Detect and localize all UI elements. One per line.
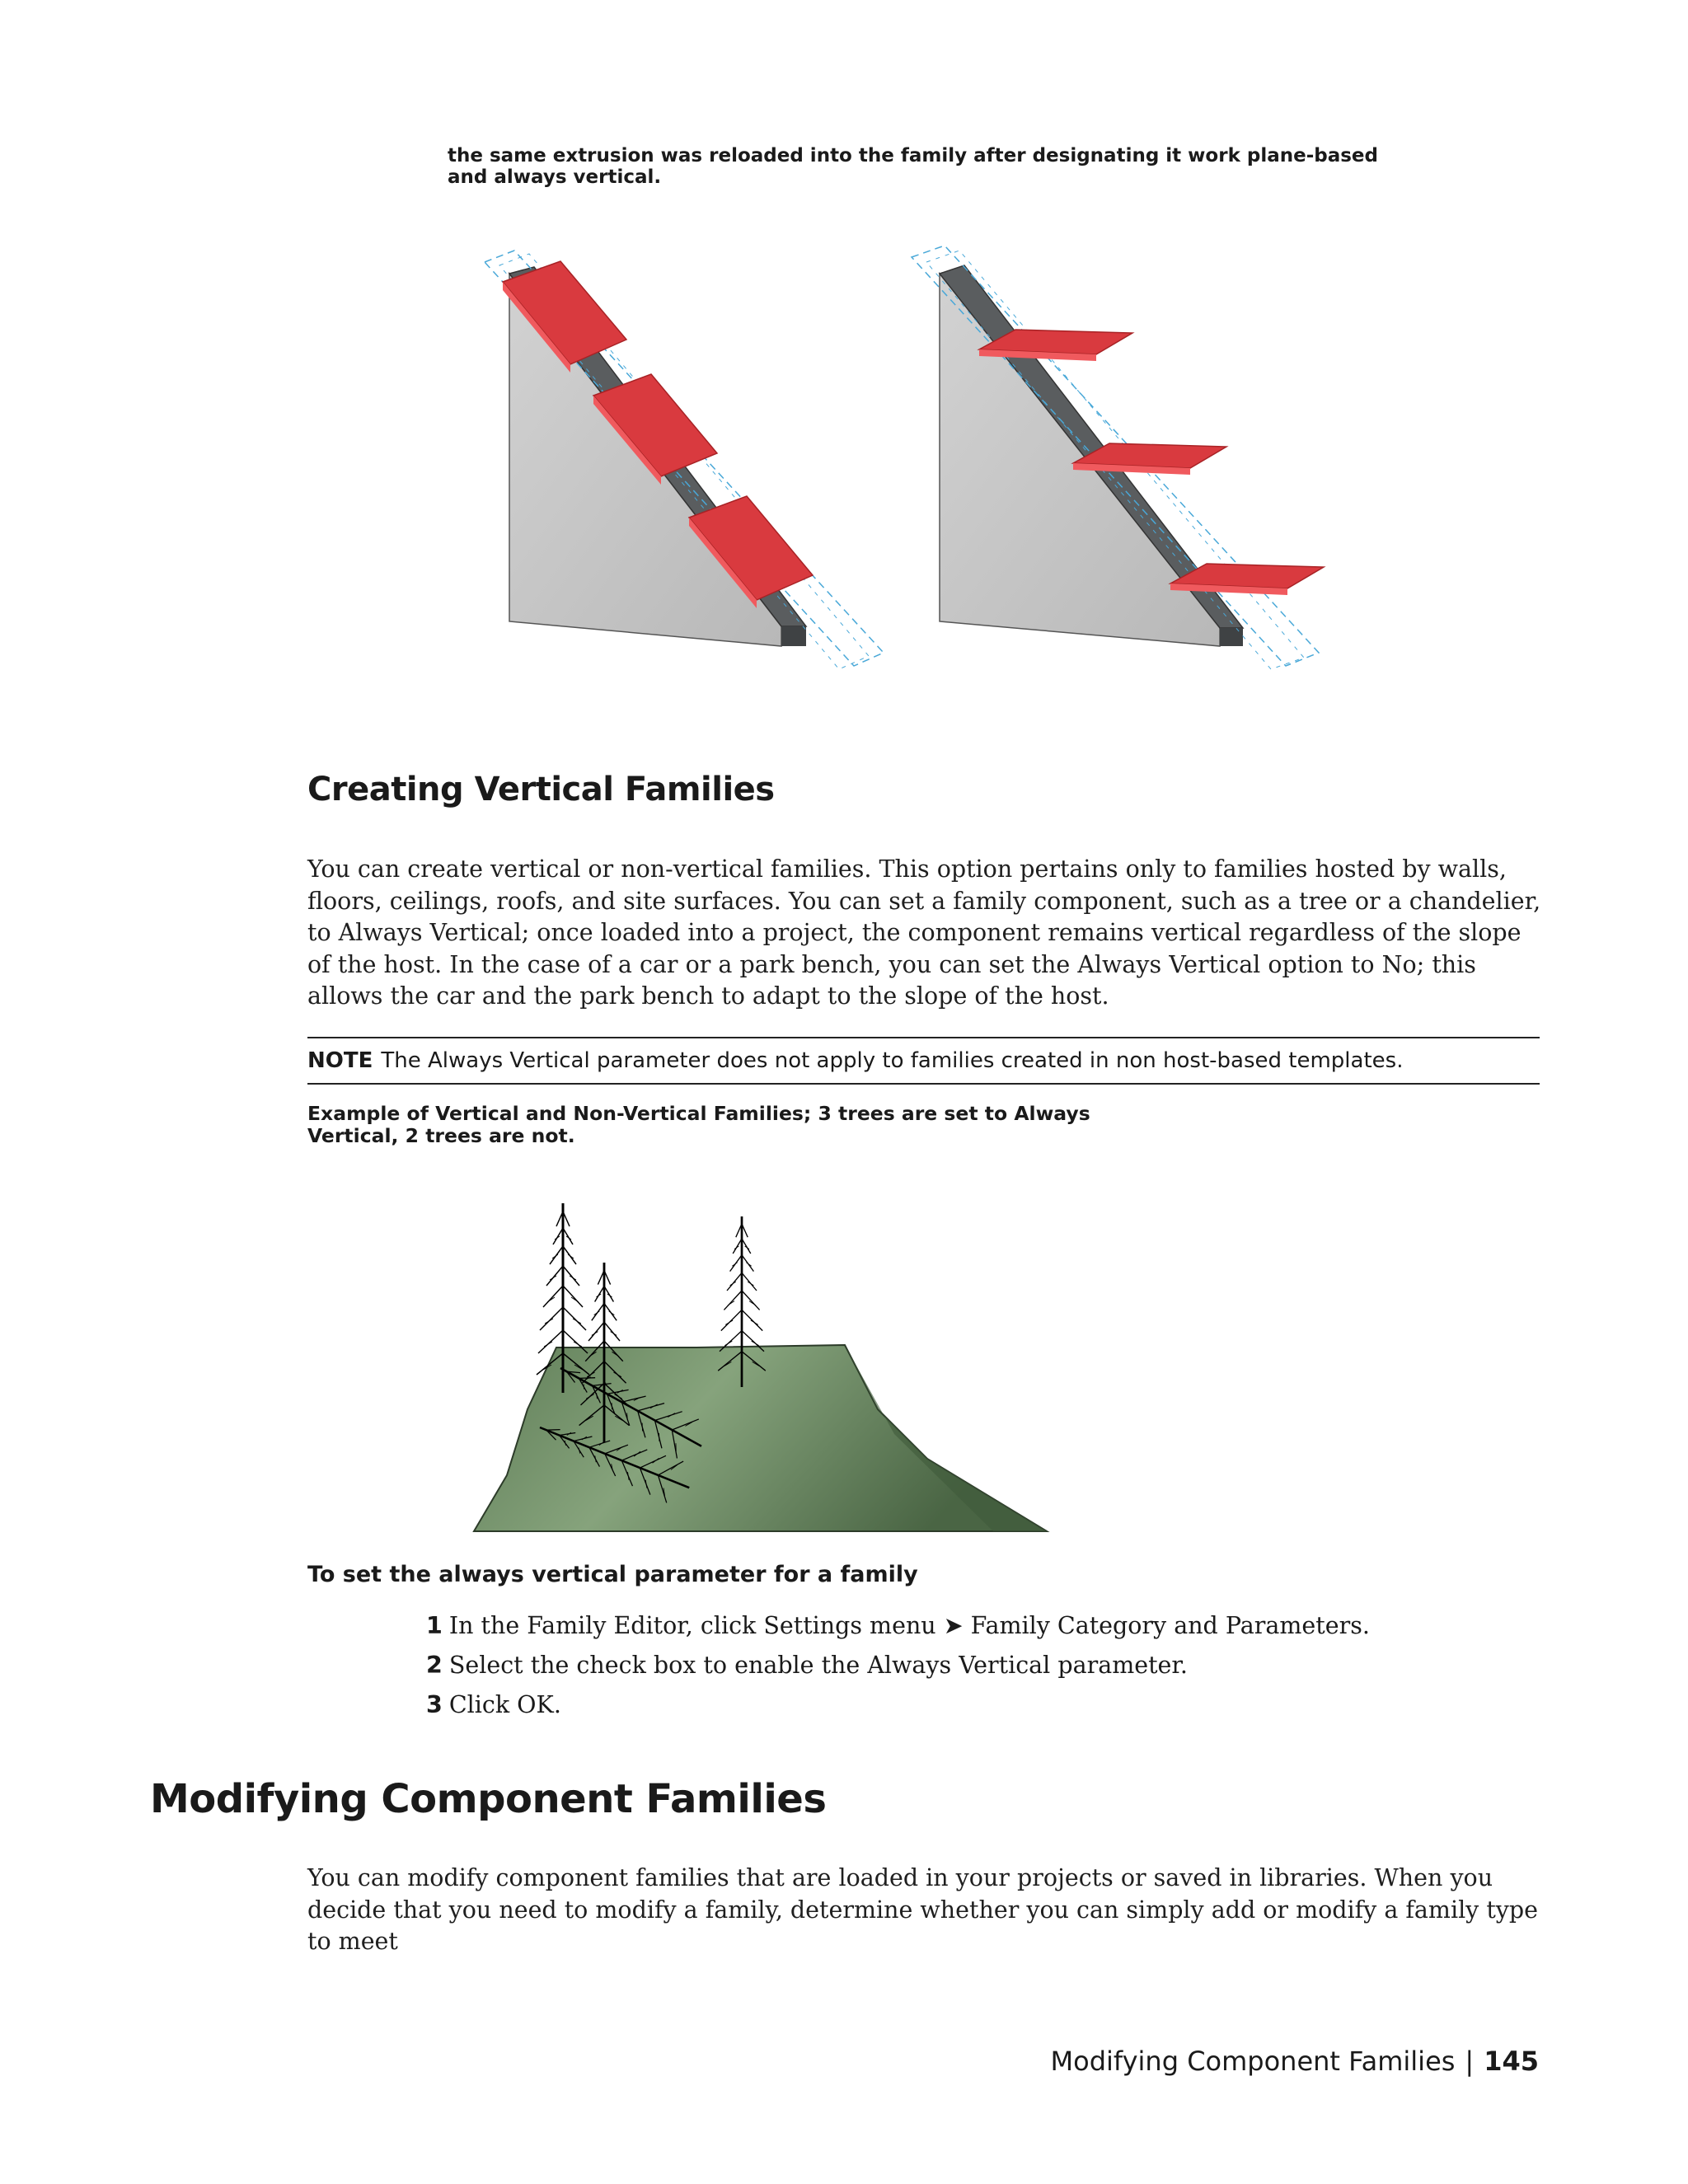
terrain-hill	[474, 1345, 1047, 1531]
footer-separator: |	[1465, 2046, 1475, 2077]
chapter-heading: Modifying Component Families	[150, 1776, 827, 1822]
section-heading: Creating Vertical Families	[307, 771, 775, 808]
step-text: Select the check box to enable the Always Vertical parameter.	[448, 1652, 1188, 1679]
step-number: 3	[426, 1691, 443, 1718]
step-text: Click OK.	[448, 1691, 561, 1718]
step-number: 2	[426, 1652, 443, 1679]
note-text: The Always Vertical parameter does not apply to families created in non host-based templates.	[381, 1048, 1404, 1073]
procedure-step-3	[426, 1690, 561, 1721]
procedure-title: To set the always vertical parameter for a family	[307, 1562, 918, 1587]
procedure-step-2	[426, 1650, 1188, 1681]
intro-paragraph: You can create vertical or non-vertical families. This option pertains only to families hosted by walls, floors, ceilings, roofs, and site surfaces. You can set a family component, such as a tree or a chandelier, to Always Vertical; once loaded into a project, the component remains vertical regardless of the slope of the host. In the case of a car or a park bench, you can set the Always Vertical option to No; this allows the car and the park bench to adapt to the slope of the host.	[307, 855, 1541, 1010]
figure-caption-trees: Example of Vertical and Non-Vertical Families; 3 trees are set to Always Vertical, 2 trees are not.	[307, 1102, 1090, 1147]
chapter-paragraph: You can modify component families that are loaded in your projects or saved in libraries. When you decide that you need to modify a family, determine whether you can simply add or modify a family type to meet	[307, 1864, 1539, 1955]
note-box	[307, 1037, 1540, 1085]
note-label: NOTE	[307, 1048, 373, 1073]
step-text: In the Family Editor, click Settings menu ➤ Family Category and Parameters.	[448, 1612, 1370, 1639]
page-footer	[1051, 2046, 1540, 2077]
footer-section-title: Modifying Component Families	[1050, 2046, 1456, 2077]
figure-vertical-trees	[350, 1162, 1059, 1533]
step-number: 1	[426, 1612, 443, 1639]
figure-extrusion-comparison	[445, 216, 1335, 720]
figure-caption-extrusion: the same extrusion was reloaded into the family after designating it work plane-based and always vertical.	[448, 145, 1378, 188]
procedure-step-1	[426, 1610, 1370, 1642]
page-number: 145	[1484, 2046, 1539, 2077]
